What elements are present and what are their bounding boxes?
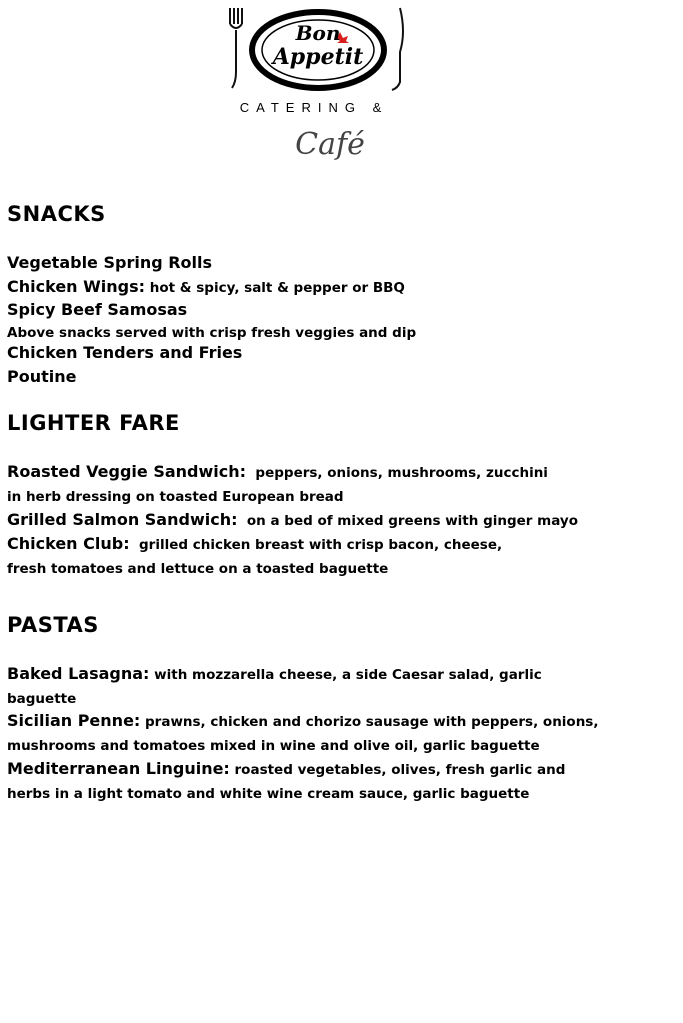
item-title: Chicken Club: (7, 534, 130, 553)
menu-line (7, 277, 405, 296)
item-description: herbs in a light tomato and white wine cream sauce, garlic baguette (7, 786, 530, 802)
section-heading-pastas: PASTAS (7, 613, 99, 637)
menu-line (7, 783, 529, 802)
item-title: Sicilian Penne: (7, 711, 141, 730)
menu-line (7, 486, 344, 505)
item-title: Baked Lasagna: (7, 664, 150, 683)
item-title: Grilled Salmon Sandwich: (7, 510, 238, 529)
item-description: with mozzarella cheese, a side Caesar salad, garlic (149, 667, 542, 683)
item-description: mushrooms and tomatoes mixed in wine and olive oil, garlic baguette (7, 738, 540, 754)
item-title: Poutine (7, 367, 77, 386)
menu-line (7, 688, 76, 707)
item-description: fresh tomatoes and lettuce on a toasted baguette (7, 561, 389, 577)
fork-icon (230, 8, 242, 88)
menu-line (7, 534, 502, 553)
menu-line (7, 462, 548, 481)
menu-line (7, 367, 76, 386)
item-description: on a bed of mixed greens with ginger mayo (237, 513, 578, 529)
menu-line (7, 322, 416, 341)
menu-line (7, 343, 242, 362)
menu-line (7, 558, 388, 577)
menu-line (7, 759, 565, 778)
item-description: peppers, onions, mushrooms, zucchini (246, 465, 548, 481)
logo-appetit-text: Appetit (272, 44, 364, 70)
item-title: Chicken Wings: (7, 277, 146, 296)
logo-cafe-text: Café (295, 127, 365, 162)
menu-line (7, 711, 598, 730)
item-title: Mediterranean Linguine: (7, 759, 230, 778)
item-description: Above snacks served with crisp fresh veggies and dip (7, 325, 417, 341)
section-heading-lighter-fare: LIGHTER FARE (7, 411, 180, 435)
knife-icon (392, 8, 403, 90)
item-description: hot & spicy, salt & pepper or BBQ (145, 280, 405, 296)
logo-bon-text: Bon (295, 21, 341, 45)
logo-tagline: CATERING & (239, 100, 389, 115)
item-description: grilled chicken breast with crisp bacon, cheese, (129, 537, 503, 553)
item-title: Spicy Beef Samosas (7, 300, 188, 319)
item-title: Chicken Tenders and Fries (7, 343, 243, 362)
item-description: in herb dressing on toasted European bread (7, 489, 344, 505)
menu-line (7, 735, 540, 754)
item-title: Vegetable Spring Rolls (7, 253, 213, 272)
menu-line (7, 664, 542, 683)
bon-appetit-logo (222, 2, 406, 162)
menu-line (7, 300, 187, 319)
menu-line (7, 253, 212, 272)
section-heading-snacks: SNACKS (7, 202, 106, 226)
item-description: baguette (7, 691, 77, 707)
item-description: prawns, chicken and chorizo sausage with peppers, onions, (140, 714, 599, 730)
menu-line (7, 510, 578, 529)
item-description: roasted vegetables, olives, fresh garlic and (229, 762, 566, 778)
item-title: Roasted Veggie Sandwich: (7, 462, 247, 481)
